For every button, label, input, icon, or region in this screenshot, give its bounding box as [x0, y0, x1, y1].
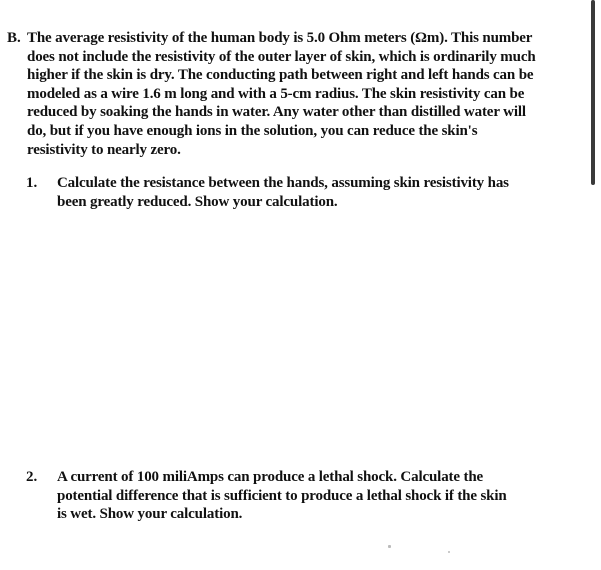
question-line: A current of 100 miliAmps can produce a lethal shock. Calculate the: [57, 469, 484, 485]
question-line: is wet. Show your calculation.: [57, 506, 243, 523]
paragraph-line: does not include the resistivity of the outer layer of skin, which is ordinarily much: [27, 48, 536, 65]
paragraph-line: higher if the skin is dry. The conducting path between right and left hands can be: [27, 67, 534, 84]
question-number: 1.: [26, 175, 38, 191]
question-number: 2.: [26, 469, 38, 485]
question-text: [57, 174, 537, 211]
paragraph-line: modeled as a wire 1.6 m long and with a 5-cm radius. The skin resistivity can be: [27, 85, 525, 102]
paragraph-line: resistivity to nearly zero.: [27, 141, 181, 158]
question-line: potential difference that is sufficient to produce a lethal shock if the skin: [57, 487, 507, 504]
scan-speck: [388, 545, 391, 548]
paragraph-line: reduced by soaking the hands in water. Any water other than distilled water will: [27, 104, 526, 121]
question-text: [57, 468, 537, 524]
scrollbar-thumb[interactable]: [591, 0, 595, 185]
scan-speck: [448, 551, 450, 553]
question-line: Calculate the resistance between the hands, assuming skin resistivity has: [57, 175, 509, 191]
paragraph-line: do, but if you have enough ions in the solution, you can reduce the skin's: [27, 122, 478, 139]
section-paragraph: [27, 29, 567, 159]
paragraph-line: The average resistivity of the human body is 5.0 Ohm meters (Ωm). This number: [27, 30, 533, 46]
section-label: B.: [7, 30, 21, 46]
question-line: been greatly reduced. Show your calculation.: [57, 193, 338, 210]
